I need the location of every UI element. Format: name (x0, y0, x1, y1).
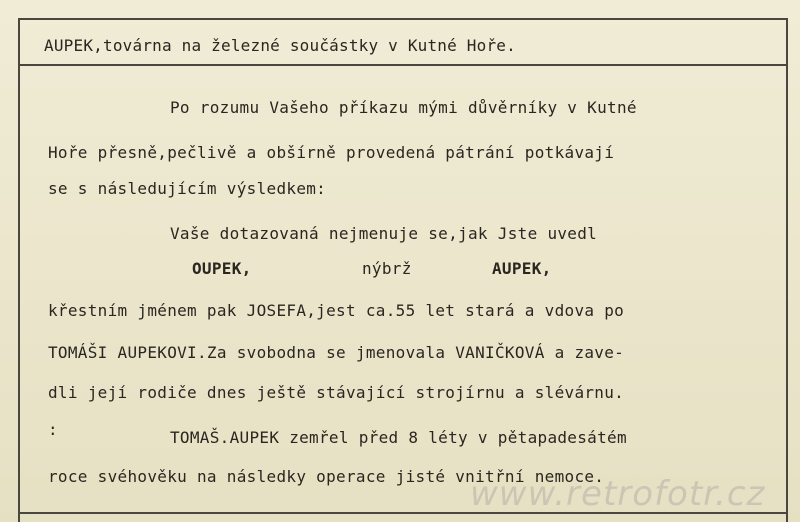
text-line-2: Hoře přesně,pečlivě a obšírně provedená pátrání potkávají (48, 143, 615, 162)
stray-mark: : (48, 420, 58, 439)
heading-divider (18, 64, 788, 66)
frame-left-rule (18, 18, 20, 522)
text-line-4: Vaše dotazovaná nejmenuje se,jak Jste uvedl (170, 224, 598, 243)
name-aupek: AUPEK, (492, 259, 552, 278)
document-heading: AUPEK,továrna na železné součástky v Kutné Hoře. (44, 36, 516, 55)
text-line-8: dli její rodiče dnes ještě stávající strojírnu a slévárnu. (48, 383, 625, 402)
text-line-1: Po rozumu Vašeho příkazu mými důvěrníky v Kutné (170, 98, 637, 117)
text-line-10: roce svéhověku na následky operace jisté vnitřní nemoce. (48, 467, 605, 486)
word-nybrz: nýbrž (362, 259, 412, 278)
watermark: www.retrofotr.cz (470, 474, 766, 514)
frame-top-rule (18, 18, 788, 20)
text-line-6: křestním jménem pak JOSEFA,jest ca.55 let stará a vdova po (48, 301, 625, 320)
text-line-9: TOMAŠ.AUPEK zemřel před 8 léty v pětapadesátém (170, 428, 627, 447)
text-line-7: TOMÁŠI AUPEKOVI.Za svobodna se jmenovala VANIČKOVÁ a zave- (48, 343, 625, 362)
frame-right-rule (786, 18, 788, 522)
name-oupek: OUPEK, (192, 259, 252, 278)
text-line-3: se s následujícím výsledkem: (48, 179, 327, 198)
